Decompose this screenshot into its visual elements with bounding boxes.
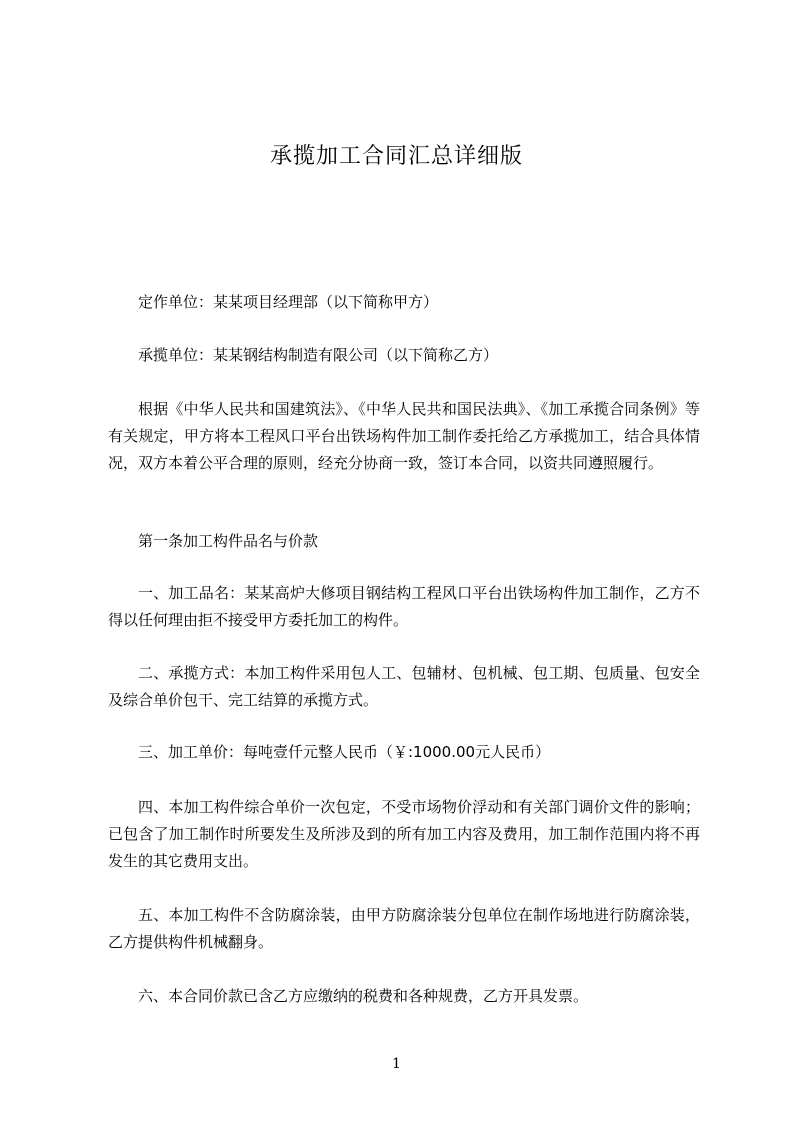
client-party: 定作单位：某某项目经理部（以下简称甲方） [138, 293, 439, 311]
preamble-paragraph: 根据《中华人民共和国建筑法》、《中华人民共和国民法典》、《加工承揽合同条例》等有关规定，甲方将本工程风口平台出铁场构件加工制作委托给乙方承揽加工，结合具体情况，双方本着公平合理的原则，经充分协商一致，签订本合同，以资共同遵照履行。 [108, 400, 700, 472]
document-title: 承揽加工合同汇总详细版 [269, 144, 523, 169]
article-1-item-3: 三、加工单价：每吨壹仟元整人民币（￥:1000.00元人民币） [138, 743, 551, 761]
article-1-item-6: 六、本合同价款已含乙方应缴纳的税费和各种规费，乙方开具发票。 [138, 987, 589, 1005]
article-1-item-2: 二、承揽方式：本加工构件采用包人工、包辅材、包机械、包工期、包质量、包安全及综合单价包干、完工结算的承揽方式。 [108, 664, 700, 709]
page-number: 1 [392, 1056, 401, 1072]
article-1-heading: 第一条加工构件品名与价款 [138, 532, 319, 550]
article-1-item-1: 一、加工品名：某某高炉大修项目钢结构工程风口平台出铁场构件加工制作，乙方不得以任何理由拒不接受甲方委托加工的构件。 [108, 584, 700, 629]
contractor-party: 承揽单位：某某钢结构制造有限公司（以下简称乙方） [138, 346, 499, 364]
article-1-item-5: 五、本加工构件不含防腐涂装，由甲方防腐涂装分包单位在制作场地进行防腐涂装，乙方提供构件机械翻身。 [108, 906, 700, 951]
article-1-item-4: 四、本加工构件综合单价一次包定，不受市场物价浮动和有关部门调价文件的影响；已包含了加工制作时所要发生及所涉及到的所有加工内容及费用，加工制作范围内将不再发生的其它费用支出。 [108, 798, 700, 870]
